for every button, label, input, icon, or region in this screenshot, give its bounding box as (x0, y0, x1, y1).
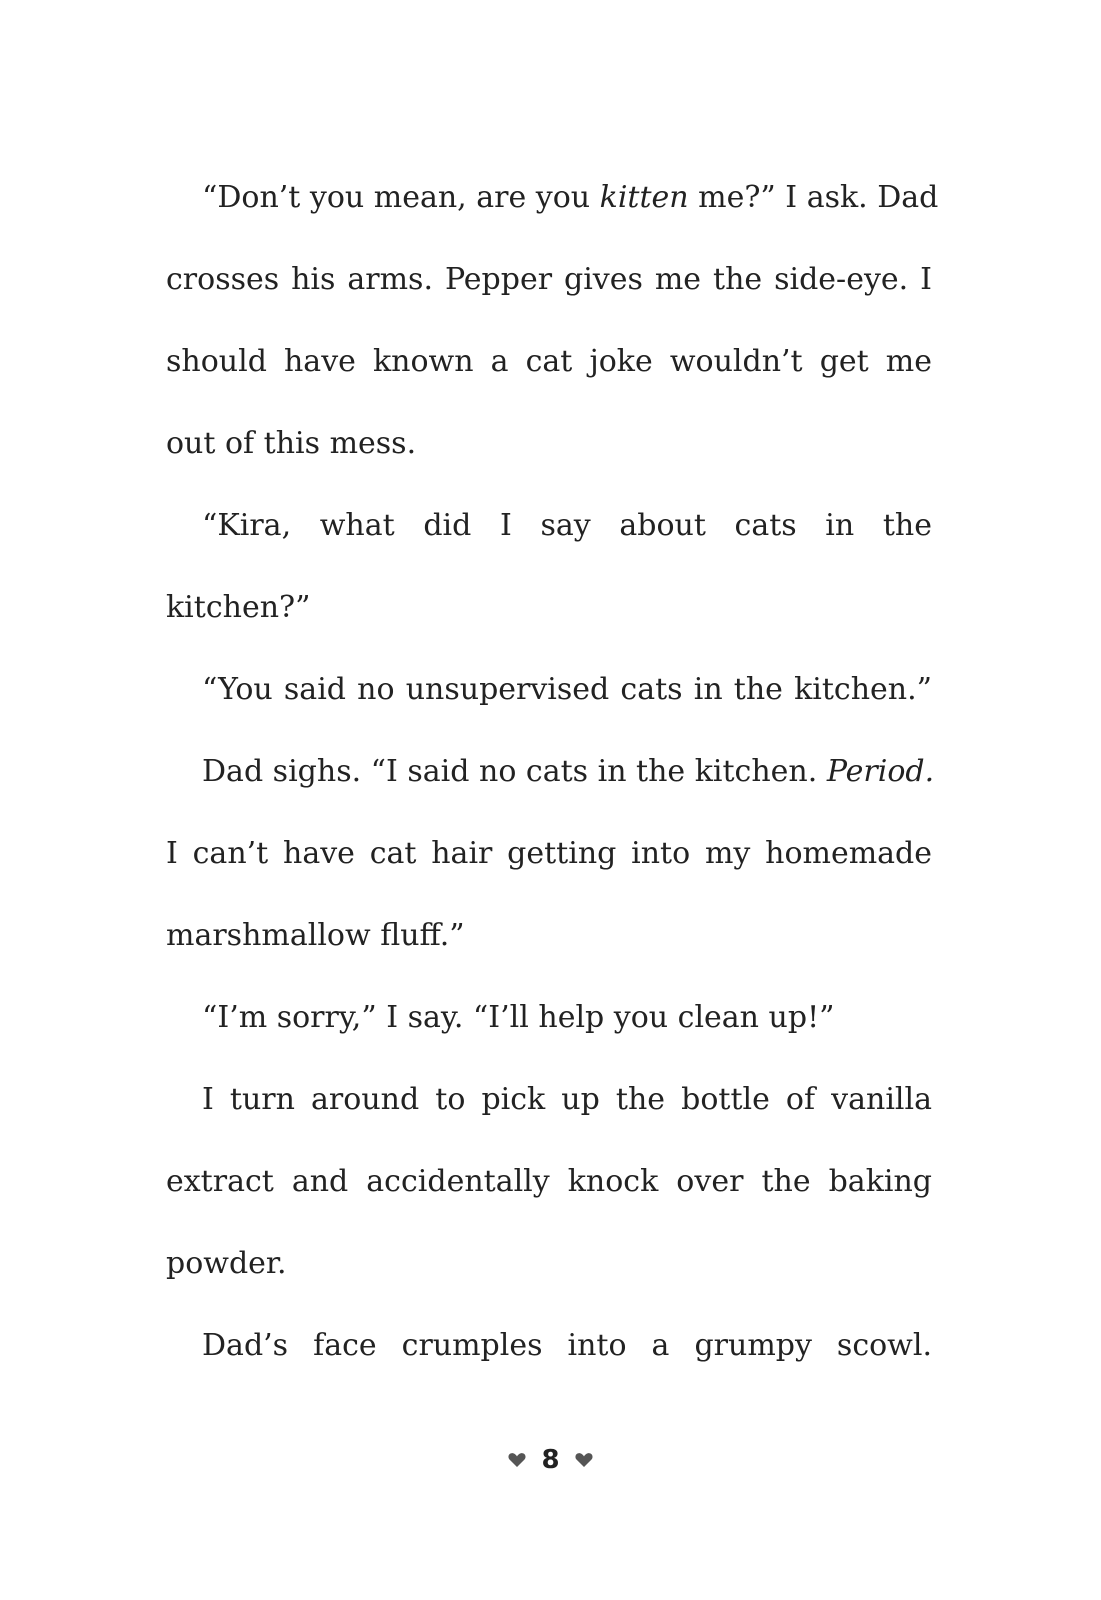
page-footer (0, 1440, 1101, 1480)
text-line: I can’t have cat hair getting into my homemade (166, 836, 932, 871)
text-line: I turn around to pick up the bottle of vanilla (202, 1082, 932, 1117)
text-run: “Don’t you mean, are you (202, 180, 600, 215)
text-line: “I’m sorry,” I say. “I’ll help you clean up!” (202, 1000, 835, 1035)
text-line: should have known a cat joke wouldn’t get me (166, 344, 932, 379)
text-line: powder. (166, 1246, 287, 1281)
text-run: Dad sighs. “I said no cats in the kitchen. (202, 754, 827, 789)
text-line: Dad’s face crumples into a grumpy scowl. (202, 1328, 932, 1363)
text-line: extract and accidentally knock over the baking (166, 1164, 932, 1199)
page-number: 8 (541, 1445, 560, 1475)
text-line: marshmallow fluff.” (166, 918, 465, 953)
text-line: out of this mess. (166, 426, 417, 461)
text-run: me?” I ask. Dad (688, 180, 939, 215)
text-line: kitchen?” (166, 590, 311, 625)
text-line: “Kira, what did I say about cats in the (202, 508, 932, 543)
italic-text: Period. (826, 754, 935, 789)
heart-icon (574, 1450, 594, 1470)
text-line: crosses his arms. Pepper gives me the side-eye. I (166, 262, 932, 297)
heart-icon (507, 1450, 527, 1470)
text-line (202, 730, 935, 814)
text-line: “You said no unsupervised cats in the kitchen.” (202, 672, 932, 707)
italic-text: kitten (599, 180, 689, 215)
text-line (202, 156, 939, 240)
